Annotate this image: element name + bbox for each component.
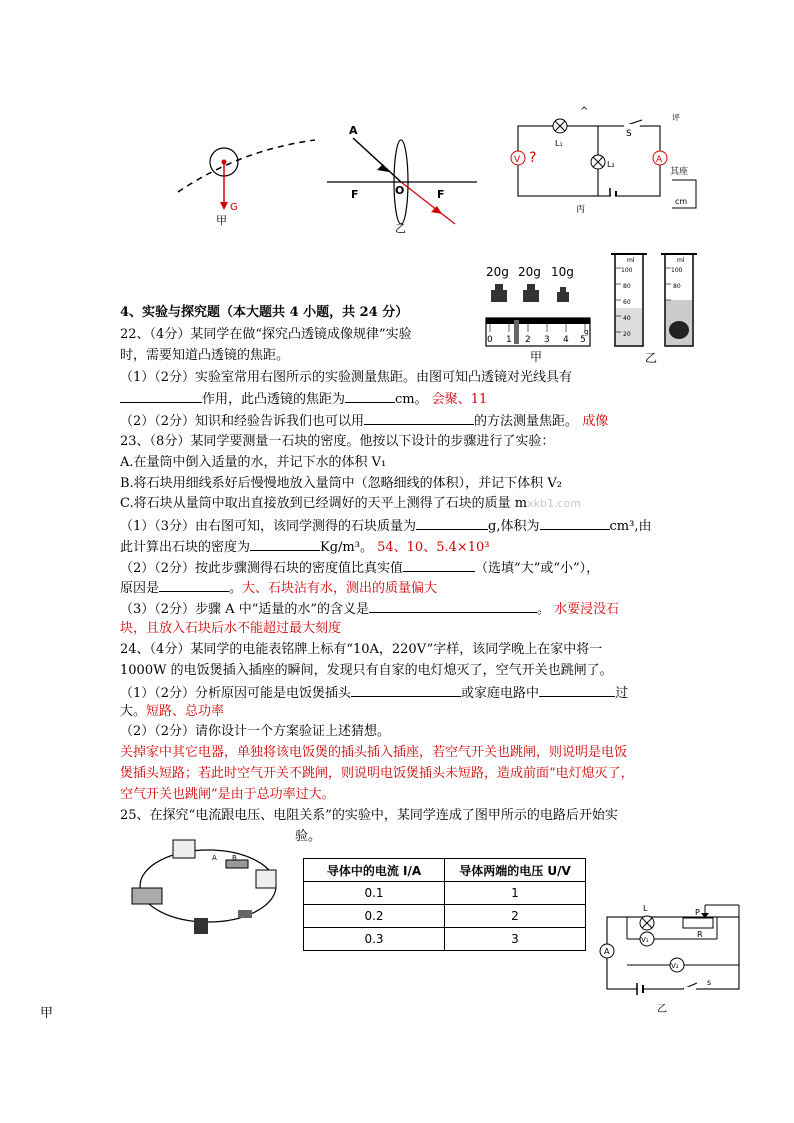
figure-convex-lens (325, 120, 480, 235)
svg-text:100: 100 (671, 267, 683, 274)
svg-text:V₁: V₁ (641, 936, 649, 944)
q25-line2: 验。 (295, 829, 322, 844)
caption-yi-2: 乙 (645, 351, 658, 365)
label-L2: L₂ (607, 160, 615, 169)
label-F-right: F (437, 188, 445, 201)
svg-text:2: 2 (525, 335, 531, 345)
q23-step-c: C.将石块从量筒中取出直接放到已经调好的天平上测得了石块的质量 mxkb1.com (120, 496, 581, 511)
svg-text:4: 4 (563, 335, 569, 345)
label-cm: cm (675, 197, 688, 206)
caption-yi-3: 乙 (657, 1004, 667, 1015)
q22-answer2: 成像 (582, 414, 609, 429)
q23-part1-b: 此计算出石块的密度为 Kg/m³。 54、10、5.4×10³ (120, 536, 490, 558)
trajectory-curve (178, 140, 315, 192)
figure-circuit-yi (597, 895, 747, 1015)
svg-text:40: 40 (623, 315, 631, 322)
svg-text:80: 80 (623, 283, 631, 290)
q23-part1-a: （1）（3分）由右图可知，该同学测得的石块质量为 g,体积为 cm³,由 (120, 515, 651, 537)
svg-text:A: A (604, 947, 610, 956)
q24-answer2-line3: 空气开关也跳闸”是由于总功率过大。 (120, 787, 335, 802)
q24-answer2-line2: 煲插头短路；若此时空气开关不跳闸，则说明电饭煲插头未短路，造成前面“电灯熄灭了， (120, 766, 634, 781)
caption-yi-1: 乙 (395, 222, 406, 235)
q23-step-b: B.将石块用细线系好后慢慢地放入量筒中（忽略细线的体积），并记下体积 V₂ (120, 476, 562, 491)
label-O: O (395, 184, 405, 197)
svg-text:5: 5 (580, 335, 586, 345)
battery-device (194, 918, 208, 934)
svg-text:P: P (695, 908, 700, 917)
svg-text:ml: ml (627, 257, 635, 264)
q22-line2: 时，需要知道凸透镜的焦距。 (120, 348, 290, 363)
svg-text:R: R (697, 930, 703, 939)
q24-line2: 1000W 的电饭煲插入插座的瞬间，发现只有自家的电灯熄灭了，空气开关也跳闸了。 (120, 663, 613, 678)
q23-answer1: 54、10、5.4×10³ (377, 540, 490, 555)
svg-text:60: 60 (623, 299, 631, 306)
weight-label-3: 10g (551, 265, 574, 279)
q24-answer2-line1: 关掉家中其它电器，单独将该电饭煲的插头插入插座，若空气开关也跳闸，则说明是电饭 (120, 745, 628, 760)
refracted-ray (401, 182, 455, 224)
q24-part1-a: （1）（2分）分析原因可能是电饭煲插头 或家庭电路中 过 (120, 682, 628, 704)
table-row: 0.2 2 (304, 905, 586, 928)
figure-circuit-bing (500, 100, 710, 218)
q25-line1: 25、在探究“电流跟电压、电阻关系”的实验中，某同学连成了图甲所示的电路后开始实 (120, 808, 618, 823)
figure-cylinders (603, 248, 703, 366)
table-header-row (304, 859, 586, 882)
q24-part1-b: 大。短路、总功率 (120, 704, 225, 719)
svg-text:1: 1 (506, 335, 512, 345)
svg-text:B: B (232, 854, 237, 862)
weight-10g (557, 292, 569, 302)
q23-part2-a: （2）（2分）按此步骤测得石块的密度值比真实值 （选填“大”或“小”）， (120, 557, 599, 579)
rheostat-device (132, 888, 162, 904)
table-row: 0.1 1 (304, 882, 586, 905)
q22-line1: 22、（4分）某同学在做“探究凸透镜成像规律”实验 (120, 327, 412, 342)
section-title: 4、实验与探究题（本大题共 4 小题，共 24 分） (120, 305, 409, 320)
q23-part3-a: （3）（2分）步骤 A 中“适量的水”的含义是 。 水要浸没石 (120, 598, 619, 620)
resistor-device (226, 860, 248, 868)
label-socket: 其座 (670, 167, 689, 177)
q23-line1: 23、（8分）某同学要测量一石块的密度。他按以下设计的步骤进行了实验： (120, 434, 555, 449)
data-table (303, 858, 586, 951)
rheostat-R (683, 918, 713, 928)
weight-20g-2 (523, 290, 539, 302)
svg-text:s: s (707, 978, 712, 987)
svg-text:20: 20 (623, 331, 631, 338)
caption-jia-2: 甲 (530, 350, 543, 364)
caption-bing: 丙 (576, 205, 586, 215)
svg-text:L: L (643, 904, 648, 913)
label-A: A (349, 124, 358, 137)
header-voltage: 导体两端的电压 U/V (445, 859, 586, 882)
question-mark: ? (529, 150, 537, 166)
bottom-caption-jia: 甲 (40, 1006, 54, 1021)
figure-ball-gravity (170, 130, 320, 230)
svg-text:ml: ml (677, 257, 685, 264)
q24-part2: （2）（2分）请你设计一个方案验证上述猜想。 (120, 724, 391, 739)
q23-answer3a: 水要浸没石 (554, 602, 620, 617)
table-row: 0.3 3 (304, 928, 586, 951)
q22-part2: （2）（2分）知识和经验告诉我们也可以用 的方法测量焦距。 成像 (120, 410, 608, 432)
q24-answer1: 短路、总功率 (146, 704, 225, 719)
header-current: 导体中的电流 I/A (304, 859, 445, 882)
figure-weights-ruler (480, 260, 596, 365)
watermark: xkb1.com (527, 497, 581, 510)
svg-text:V₂: V₂ (671, 962, 679, 970)
q22-part1-a: （1）（2分）实验室常用右图所示的实验测量焦距。由图可知凸透镜对光线具有 (120, 370, 573, 385)
label-A-meter: A (656, 155, 663, 165)
switch-device (238, 910, 252, 918)
q24-line1: 24、（4分）某同学的电能表铭牌上标有“10A，220V”字样，该同学晚上在家中将一 (120, 642, 603, 657)
label-ping: 评 (672, 113, 680, 122)
q22-answer1: 会聚、11 (431, 392, 488, 407)
label-V: V (514, 155, 521, 165)
figure-circuit-jia (128, 830, 288, 940)
incident-ray (353, 138, 401, 182)
weight-label-2: 20g (518, 265, 541, 279)
label-L1: L₁ (555, 139, 563, 148)
voltmeter-device (256, 870, 276, 888)
weight-20g-1 (491, 290, 507, 302)
label-F-left: F (351, 188, 359, 201)
label-caret: ^ (580, 106, 589, 117)
label-S: S (626, 129, 632, 139)
svg-text:A: A (212, 854, 217, 862)
q22-part1-b: 作用，此凸透镜的焦距为 cm。 会聚、11 (120, 388, 487, 410)
q23-part2-b: 原因是 。大、石块沾有水，测出的质量偏大 (120, 577, 437, 599)
svg-text:3: 3 (544, 335, 550, 345)
q23-answer3b: 块，且放入石块后水不能超过最大刻度 (120, 621, 342, 636)
svg-text:100: 100 (621, 267, 633, 274)
q23-answer2: 大、石块沾有水，测出的质量偏大 (242, 581, 438, 596)
ammeter-device (173, 840, 195, 858)
ruler-unit: g (584, 328, 589, 336)
svg-text:80: 80 (673, 283, 681, 290)
caption-jia-1: 甲 (216, 214, 227, 227)
label-G: G (230, 202, 238, 213)
weight-label-1: 20g (486, 265, 509, 279)
q23-step-a: A.在量筒中倒入适量的水，并记下水的体积 V₁ (120, 455, 387, 470)
svg-text:0: 0 (487, 335, 493, 345)
